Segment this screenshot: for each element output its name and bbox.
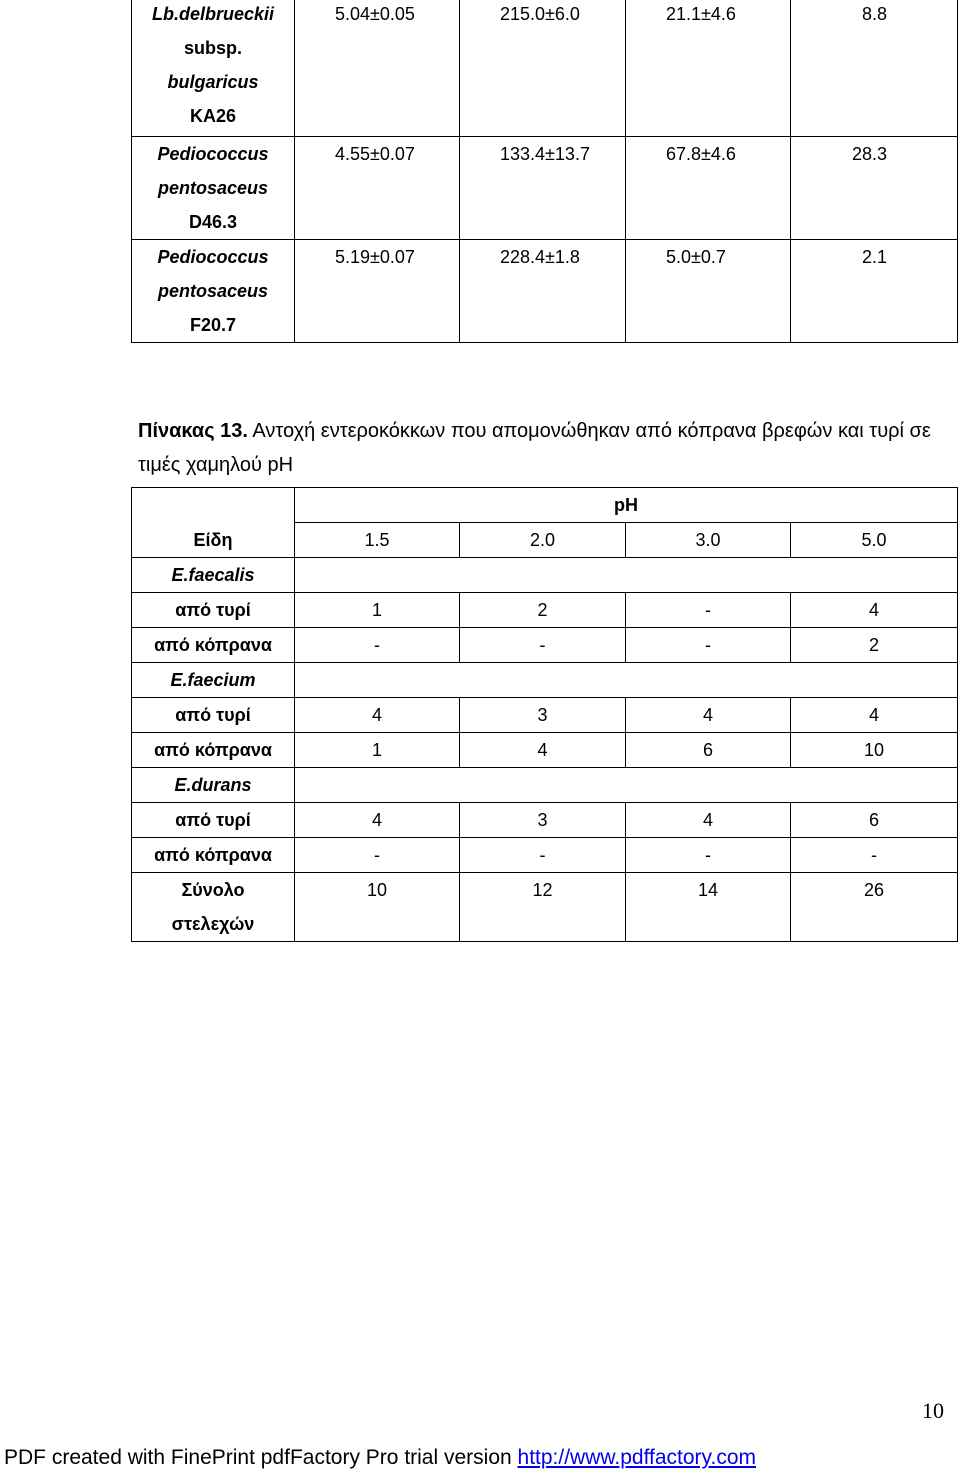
count-cell: -	[626, 593, 791, 628]
caption-text: Αντοχή εντεροκόκκων που απομονώθηκαν από κόπρανα βρεφών και τυρί σε τιμές χαμηλού pH	[138, 420, 931, 476]
count-cell: -	[460, 628, 626, 663]
value-cell: 5.19±0.07	[295, 240, 460, 343]
table-header-row	[132, 488, 958, 523]
strain-name-line: pentosaceus	[157, 178, 269, 198]
value-cell: 28.3	[791, 137, 958, 240]
total-cell: 12	[460, 873, 626, 942]
source-label: από τυρί	[132, 698, 295, 733]
species-name: E.durans	[132, 768, 295, 803]
count-cell: 4	[791, 593, 958, 628]
strain-name-line: KA26	[189, 106, 237, 126]
table-row	[132, 593, 958, 628]
ph-tolerance-table	[131, 487, 958, 942]
value-cell: 5.04±0.05	[295, 0, 460, 137]
table-caption	[138, 414, 948, 482]
table-row	[132, 733, 958, 768]
table-row	[132, 628, 958, 663]
table-row	[132, 0, 958, 137]
empty-cell	[295, 558, 958, 593]
footer-text: PDF created with FinePrint pdfFactory Pro trial version	[4, 1446, 518, 1469]
species-name: E.faecium	[132, 663, 295, 698]
strain-name-line: pentosaceus	[157, 281, 269, 301]
empty-cell	[295, 768, 958, 803]
count-cell: 4	[626, 803, 791, 838]
pdf-footer	[4, 1446, 756, 1470]
value-cell: 5.0±0.7	[626, 240, 791, 343]
count-cell: 4	[460, 733, 626, 768]
count-cell: 2	[791, 628, 958, 663]
count-cell: 6	[791, 803, 958, 838]
value-cell: 8.8	[791, 0, 958, 137]
strain-name-cell	[132, 240, 295, 343]
count-cell: 4	[791, 698, 958, 733]
table-header-row	[132, 523, 958, 558]
table-row	[132, 838, 958, 873]
value-cell: 133.4±13.7	[460, 137, 626, 240]
totals-row	[132, 873, 958, 942]
count-cell: -	[460, 838, 626, 873]
value-cell: 215.0±6.0	[460, 0, 626, 137]
count-cell: 1	[295, 733, 460, 768]
value-cell: 21.1±4.6	[626, 0, 791, 137]
count-cell: -	[626, 838, 791, 873]
species-row	[132, 768, 958, 803]
empty-cell	[295, 663, 958, 698]
strain-name-cell	[132, 0, 295, 137]
source-label: από τυρί	[132, 803, 295, 838]
count-cell: -	[295, 838, 460, 873]
strain-name-line: D46.3	[188, 212, 238, 232]
value-cell: 228.4±1.8	[460, 240, 626, 343]
ph-value-header: 1.5	[295, 523, 460, 558]
ph-value-header: 3.0	[626, 523, 791, 558]
strain-name-line: subsp.	[183, 38, 242, 58]
table-row	[132, 137, 958, 240]
table-row	[132, 240, 958, 343]
source-label: από κόπρανα	[132, 838, 295, 873]
ph-header: pH	[295, 488, 958, 523]
count-cell: 1	[295, 593, 460, 628]
species-header: Είδη	[132, 523, 295, 558]
count-cell: 4	[295, 698, 460, 733]
totals-label-line: στελεχών	[171, 914, 255, 934]
species-row	[132, 558, 958, 593]
source-label: από κόπρανα	[132, 733, 295, 768]
count-cell: 3	[460, 803, 626, 838]
total-cell: 26	[791, 873, 958, 942]
count-cell: 4	[626, 698, 791, 733]
ph-value-header: 5.0	[791, 523, 958, 558]
count-cell: -	[791, 838, 958, 873]
totals-label-line: Σύνολο	[181, 880, 245, 900]
strain-name-line: F20.7	[189, 315, 237, 335]
count-cell: -	[295, 628, 460, 663]
count-cell: -	[626, 628, 791, 663]
value-cell: 4.55±0.07	[295, 137, 460, 240]
strain-name-line: Lb.delbrueckii	[151, 4, 275, 24]
corner-cell	[132, 488, 295, 523]
total-cell: 10	[295, 873, 460, 942]
count-cell: 2	[460, 593, 626, 628]
caption-label: Πίνακας 13.	[138, 420, 248, 442]
value-cell: 67.8±4.6	[626, 137, 791, 240]
footer-link[interactable]: http://www.pdffactory.com	[517, 1446, 757, 1469]
strain-name-line: Pediococcus	[157, 247, 269, 267]
count-cell: 6	[626, 733, 791, 768]
strain-table-continued	[131, 0, 958, 343]
count-cell: 3	[460, 698, 626, 733]
page-number: 10	[922, 1398, 944, 1423]
source-label: από κόπρανα	[132, 628, 295, 663]
totals-label	[132, 873, 295, 942]
strain-name-line: Pediococcus	[157, 144, 269, 164]
source-label: από τυρί	[132, 593, 295, 628]
species-row	[132, 663, 958, 698]
count-cell: 4	[295, 803, 460, 838]
ph-value-header: 2.0	[460, 523, 626, 558]
total-cell: 14	[626, 873, 791, 942]
strain-name-line: bulgaricus	[167, 72, 259, 92]
strain-name-cell	[132, 137, 295, 240]
value-cell: 2.1	[791, 240, 958, 343]
table-row	[132, 698, 958, 733]
species-name: E.faecalis	[132, 558, 295, 593]
table-row	[132, 803, 958, 838]
count-cell: 10	[791, 733, 958, 768]
